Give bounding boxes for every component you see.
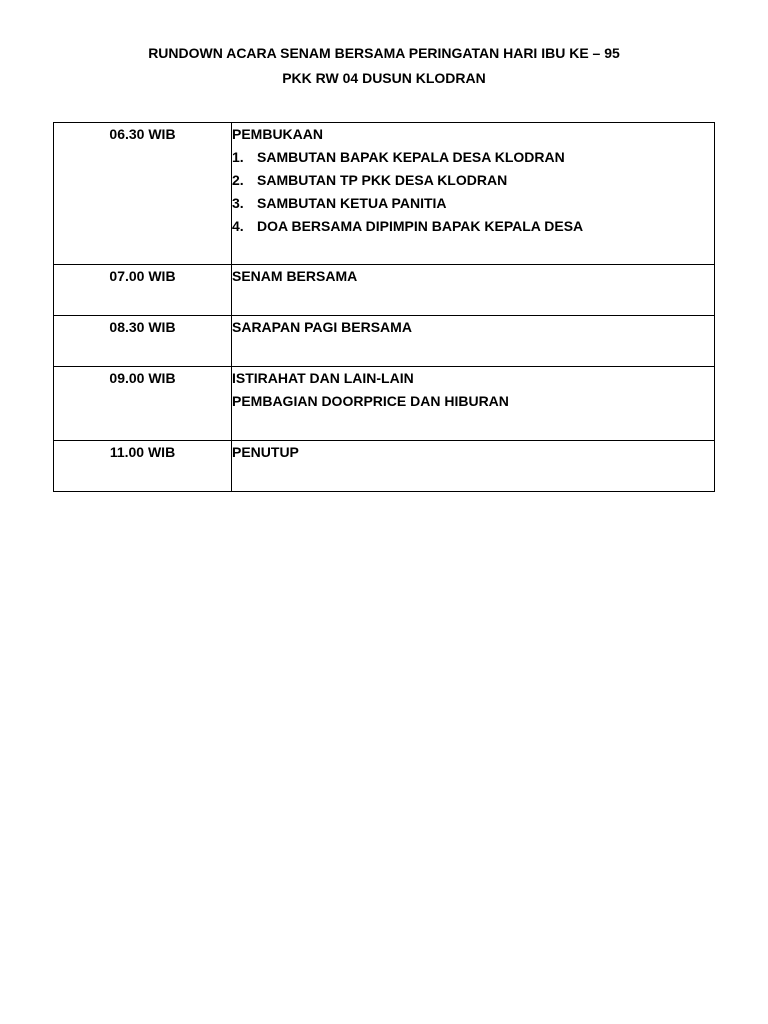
list-number: 2. — [232, 172, 244, 188]
list-item-text: SAMBUTAN KETUA PANITIA — [257, 195, 447, 211]
page-title: RUNDOWN ACARA SENAM BERSAMA PERINGATAN HARI IBU KE – 95 — [148, 45, 620, 61]
table-row — [54, 316, 715, 367]
list-item — [232, 192, 714, 215]
table-row — [54, 265, 715, 316]
activity-label: PENUTUP — [232, 444, 299, 460]
list-number: 1. — [232, 149, 244, 165]
activity-cell — [232, 123, 715, 265]
page-subtitle: PKK RW 04 DUSUN KLODRAN — [282, 70, 486, 86]
list-item — [232, 169, 714, 192]
activity-cell — [232, 265, 715, 316]
time-cell: 08.30 WIB — [54, 316, 232, 367]
list-number: 4. — [232, 218, 244, 234]
activity-cell — [232, 316, 715, 367]
activity-label: ISTIRAHAT DAN LAIN-LAIN — [232, 370, 414, 386]
activity-label: PEMBUKAAN — [232, 126, 323, 142]
list-item-text: DOA BERSAMA DIPIMPIN BAPAK KEPALA DESA — [257, 218, 584, 234]
list-item — [232, 146, 714, 169]
activity-label: SENAM BERSAMA — [232, 268, 358, 284]
list-item — [232, 215, 714, 238]
time-cell: 07.00 WIB — [54, 265, 232, 316]
list-item-text: SAMBUTAN BAPAK KEPALA DESA KLODRAN — [257, 149, 565, 165]
rundown-table — [53, 122, 715, 492]
time-cell: 11.00 WIB — [54, 441, 232, 492]
time-cell: 06.30 WIB — [54, 123, 232, 265]
table-row — [54, 123, 715, 265]
activity-label-secondary: PEMBAGIAN DOORPRICE DAN HIBURAN — [232, 393, 509, 409]
list-number: 3. — [232, 195, 244, 211]
list-item-text: SAMBUTAN TP PKK DESA KLODRAN — [257, 172, 508, 188]
activity-cell — [232, 441, 715, 492]
activity-label: SARAPAN PAGI BERSAMA — [232, 319, 412, 335]
activity-cell — [232, 367, 715, 441]
table-row — [54, 367, 715, 441]
time-cell: 09.00 WIB — [54, 367, 232, 441]
table-row — [54, 441, 715, 492]
